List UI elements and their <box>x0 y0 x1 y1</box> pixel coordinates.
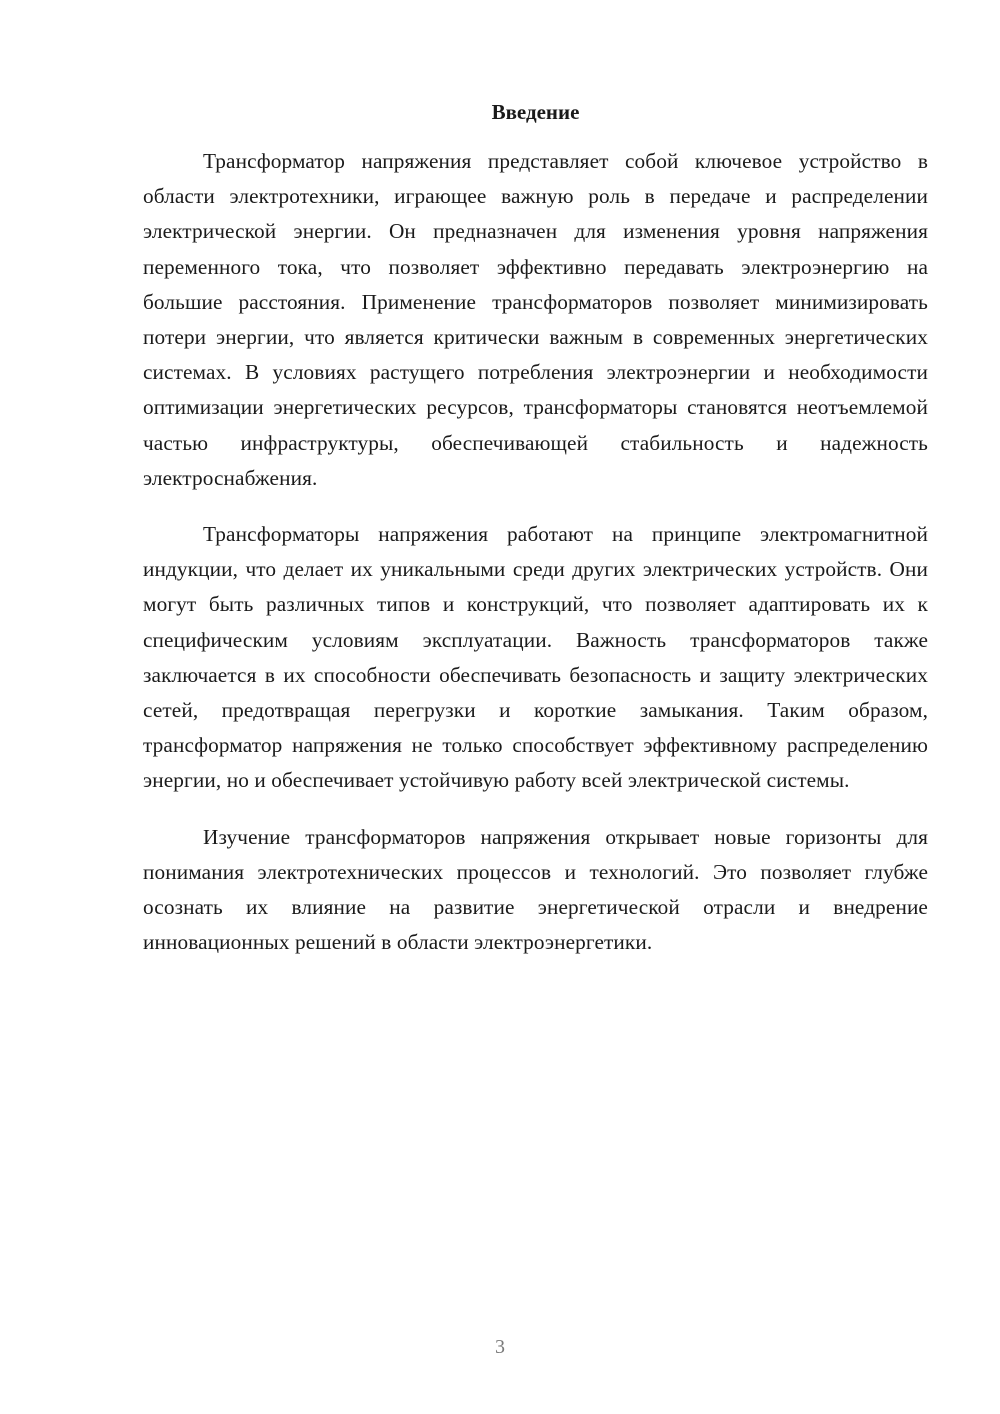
paragraph-2: Трансформаторы напряжения работают на принципе электромагнитной индукции, что делает их уникальными среди других электрических устройств. Они могут быть различных типов и конструкций, что позволяет адаптировать их к специфическим условиям эксплуатации. Важность трансформаторов также заключается в их способности обеспечивать безопасность и защиту электрических сетей, предотвращая перегрузки и короткие замыкания. Таким образом, трансформатор напряжения не только способствует эффективному распределению энергии, но и обеспечивает устойчивую работу всей электрической системы. <box>143 522 928 793</box>
section-heading: Введение <box>491 100 580 124</box>
paragraph-1: Трансформатор напряжения представляет собой ключевое устройство в области электротехники, играющее важную роль в передаче и распределении электрической энергии. Он предназначен для изменения уровня напряжения переменного тока, что позволяет эффективно передавать электроэнергию на большие расстояния. Применение трансформаторов позволяет минимизировать потери энергии, что является критически важным в современных энергетических системах. В условиях растущего потребления электроэнергии и необходимости оптимизации энергетических ресурсов, трансформаторы становятся неотъемлемой частью инфраструктуры, обеспечивающей стабильность и надежность электроснабжения. <box>143 149 928 490</box>
paragraph-3: Изучение трансформаторов напряжения открывает новые горизонты для понимания электротехнических процессов и технологий. Это позволяет глубже осознать их влияние на развитие энергетической отрасли и внедрение инновационных решений в области электроэнергетики. <box>143 824 928 955</box>
body-text <box>143 144 928 981</box>
page-number: 3 <box>495 1336 505 1358</box>
